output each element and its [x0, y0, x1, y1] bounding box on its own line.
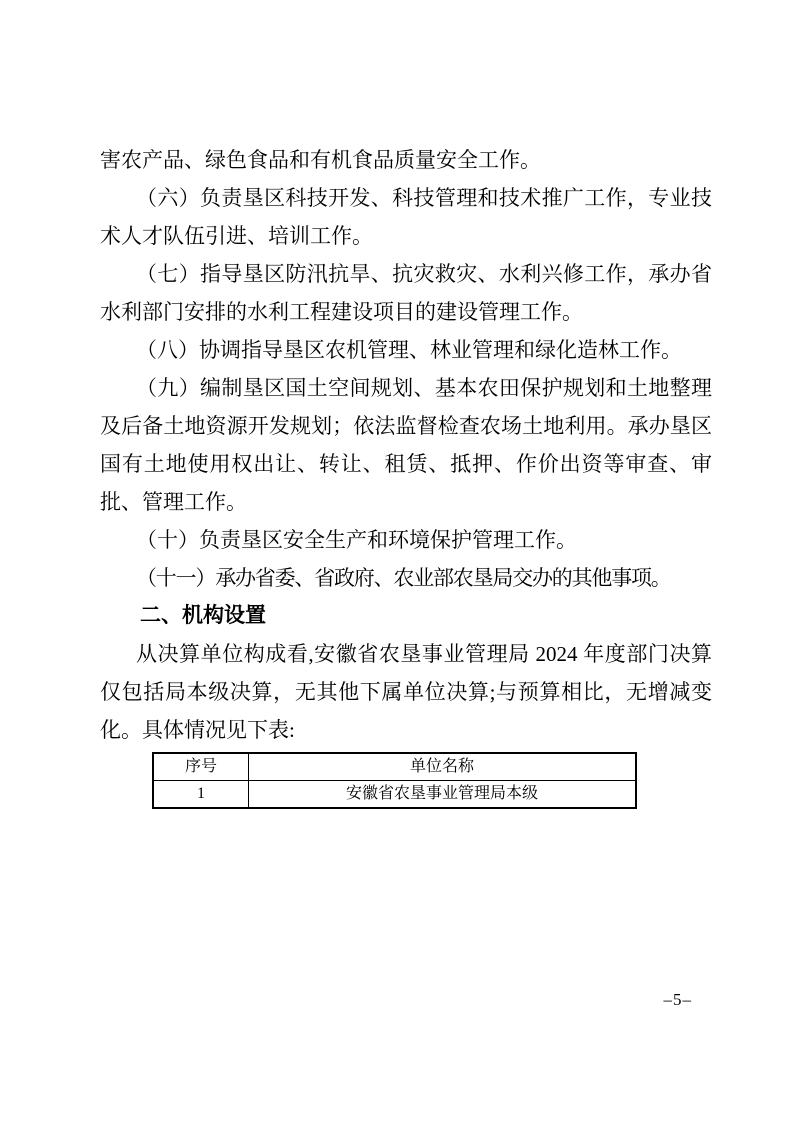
table-header-unit-name: 单位名称 [249, 753, 637, 781]
document-body [100, 141, 712, 809]
table-cell-unit-name: 安徽省农垦事业管理局本级 [249, 781, 637, 809]
paragraph-item-11: （十一）承办省委、省政府、农业部农垦局交办的其他事项。 [136, 566, 671, 590]
table-header-row [153, 753, 636, 781]
paragraph-org-intro: 从决算单位构成看,安徽省农垦事业管理局 2024 年度部门决算仅包括局本级决算，无其他下属单位决算;与预算相比，无增减变化。具体情况见下表: [100, 642, 712, 742]
unit-list-table [152, 752, 637, 809]
paragraph-item-10: （十）负责垦区安全生产和环境保护管理工作。 [136, 528, 577, 552]
section-heading-organization-setup: 二、机构设置 [140, 604, 266, 627]
page-number: –5– [663, 990, 692, 1009]
table-header-serial-number: 序号 [153, 753, 249, 781]
paragraph-item-6: （六）负责垦区科技开发、科技管理和技术推广工作，专业技术人才队伍引进、培训工作。 [100, 186, 712, 248]
paragraph-continuation: 害农产品、绿色食品和有机食品质量安全工作。 [100, 148, 541, 172]
table-row [153, 781, 636, 809]
table-cell-serial-number: 1 [153, 781, 249, 809]
paragraph-item-8: （八）协调指导垦区农机管理、林业管理和绿化造林工作。 [136, 338, 682, 362]
paragraph-item-7: （七）指导垦区防汛抗旱、抗灾救灾、水利兴修工作，承办省水利部门安排的水利工程建设项目的建设管理工作。 [100, 262, 712, 324]
paragraph-item-9: （九）编制垦区国土空间规划、基本农田保护规划和土地整理及后备土地资源开发规划；依法监督检查农场土地利用。承办垦区国有土地使用权出让、转让、租赁、抵押、作价出资等审查、审批、管理工作。 [100, 376, 712, 514]
